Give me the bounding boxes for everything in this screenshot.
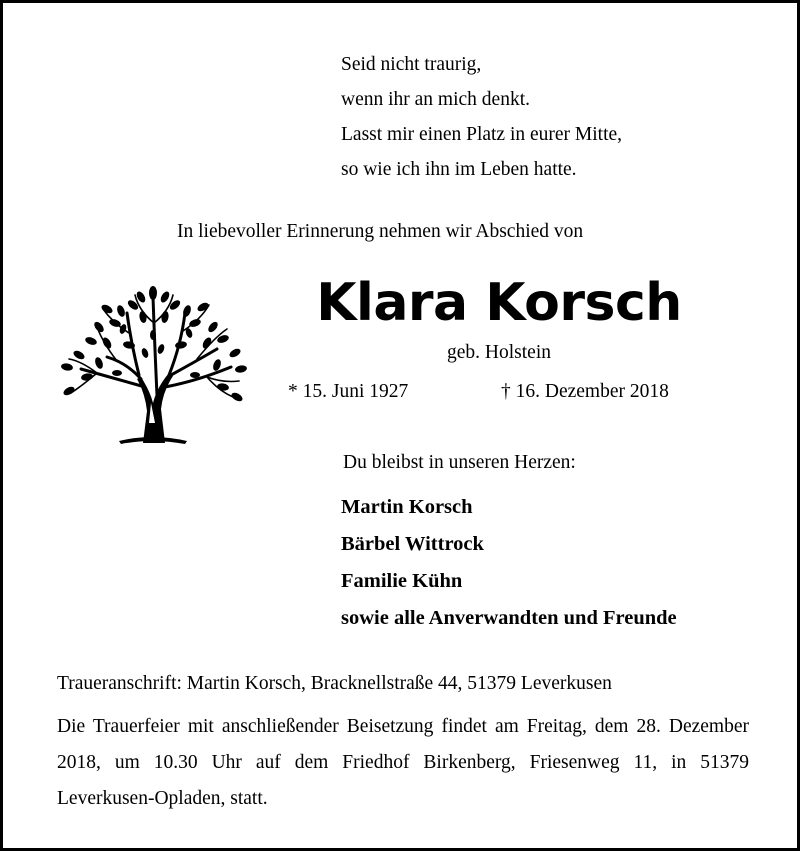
poem-line: Seid nicht traurig,: [341, 54, 482, 75]
poem-line: Lasst mir einen Platz in eurer Mitte,: [341, 124, 623, 145]
intro-text: In liebevoller Erinnerung nehmen wir Abschied von: [177, 221, 584, 242]
tree-icon: [57, 283, 247, 448]
poem-line: so wie ich ihn im Leben hatte.: [341, 159, 577, 180]
mourning-address: Traueranschrift: Martin Korsch, Bracknellstraße 44, 51379 Leverkusen: [57, 673, 612, 694]
death-date: † 16. Dezember 2018: [501, 381, 669, 402]
mourner-name: sowie alle Anverwandten und Freunde: [341, 607, 677, 629]
mourner-name: Bärbel Wittrock: [341, 533, 484, 555]
mourner-name: Familie Kühn: [341, 570, 463, 592]
hearts-line: Du bleibst in unseren Herzen:: [343, 452, 576, 473]
mourner-name: Martin Korsch: [341, 496, 473, 518]
funeral-details: Die Trauerfeier mit anschließender Beisetzung findet am Freitag, dem 28. Dezember 2018, um 10.30 Uhr auf dem Friedhof Birkenberg, Friesenweg 11, in 51379 Leverkusen-Opladen, statt.: [57, 716, 749, 809]
deceased-name: Klara Korsch: [316, 273, 682, 333]
mourners-list: [341, 489, 677, 637]
maiden-name: geb. Holstein: [447, 342, 551, 363]
poem-line: wenn ihr an mich denkt.: [341, 89, 530, 110]
poem: [341, 47, 622, 187]
birth-date: * 15. Juni 1927: [288, 381, 409, 402]
